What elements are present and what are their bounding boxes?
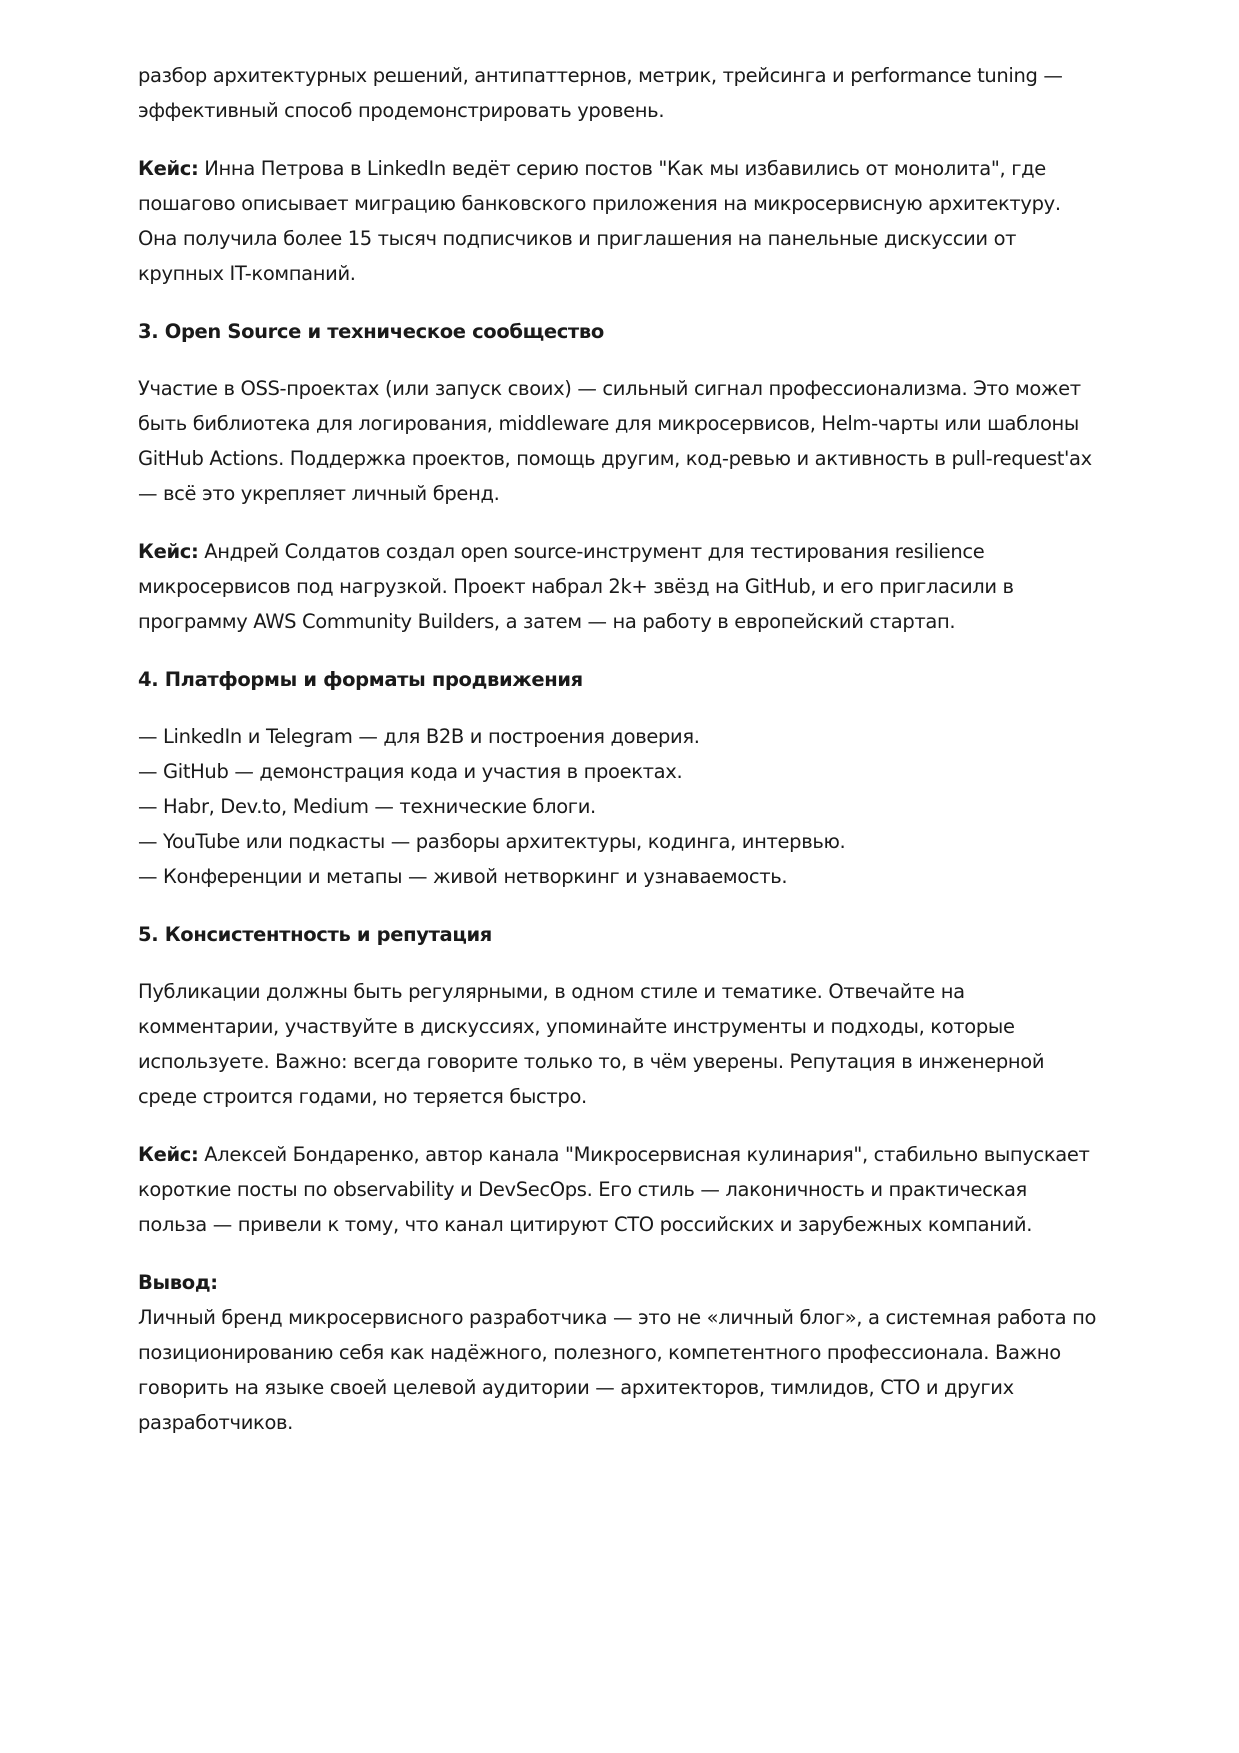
case-label: Кейс: <box>138 1143 199 1166</box>
case-text: Андрей Солдатов создал open source-инструмент для тестирования resilience микросервисов под нагрузкой. Проект набрал 2k+ звёзд на GitHub, и его пригласили в программу AWS Community Builders, а затем — на работу в европейский стартап. <box>138 540 1014 633</box>
section-heading: 3. Open Source и техническое сообщество <box>138 320 604 343</box>
list-item: — Конференции и метапы — живой нетворкинг и узнаваемость. <box>138 865 788 888</box>
list-item: — YouTube или подкасты — разборы архитектуры, кодинга, интервью. <box>138 830 846 853</box>
section-heading: 5. Консистентность и репутация <box>138 923 492 946</box>
section-paragraph: Участие в OSS-проектах (или запуск своих) — сильный сигнал профессионализма. Это может быть библиотека для логирования, middleware для микросервисов, Helm-чарты или шаблоны GitHub Actions. Поддержка проектов, помощь другим, код-ревью и активность в pull-request'ах — всё это укрепляет личный бренд. <box>138 377 1092 505</box>
intro-paragraph: разбор архитектурных решений, антипаттернов, метрик, трейсинга и performance tuning — эффективный способ продемонстрировать уровень. <box>138 64 1063 122</box>
case-paragraph <box>138 534 1098 639</box>
conclusion-text: Личный бренд микросервисного разработчика — это не «личный блог», а системная работа по позиционированию себя как надёжного, полезного, компетентного профессионала. Важно говорить на языке своей целевой аудитории — архитекторов, тимлидов, CTO и других разработчиков. <box>138 1306 1097 1434</box>
case-label: Кейс: <box>138 540 199 563</box>
list-item: — Habr, Dev.to, Medium — технические блоги. <box>138 795 596 818</box>
case-label: Кейс: <box>138 157 199 180</box>
list-item: — LinkedIn и Telegram — для B2B и построения доверия. <box>138 725 700 748</box>
case-paragraph <box>138 151 1098 291</box>
conclusion-title: Вывод: <box>138 1271 218 1294</box>
section-paragraph: Публикации должны быть регулярными, в одном стиле и тематике. Отвечайте на комментарии, участвуйте в дискуссиях, упоминайте инструменты и подходы, которые используете. Важно: всегда говорите только то, в чём уверены. Репутация в инженерной среде строится годами, но теряется быстро. <box>138 980 1045 1108</box>
document-page <box>138 58 1098 1463</box>
case-text: Инна Петрова в LinkedIn ведёт серию постов "Как мы избавились от монолита", где пошагово описывает миграцию банковского приложения на микросервисную архитектуру. Она получила более 15 тысяч подписчиков и приглашения на панельные дискуссии от крупных IT-компаний. <box>138 157 1061 285</box>
section-heading: 4. Платформы и форматы продвижения <box>138 668 583 691</box>
case-text: Алексей Бондаренко, автор канала "Микросервисная кулинария", стабильно выпускает короткие посты по observability и DevSecOps. Его стиль — лаконичность и практическая польза — привели к тому, что канал цитируют CTO российских и зарубежных компаний. <box>138 1143 1090 1236</box>
list-item: — GitHub — демонстрация кода и участия в проектах. <box>138 760 683 783</box>
platform-list <box>138 719 1098 894</box>
conclusion-paragraph <box>138 1265 1098 1440</box>
case-paragraph <box>138 1137 1098 1242</box>
